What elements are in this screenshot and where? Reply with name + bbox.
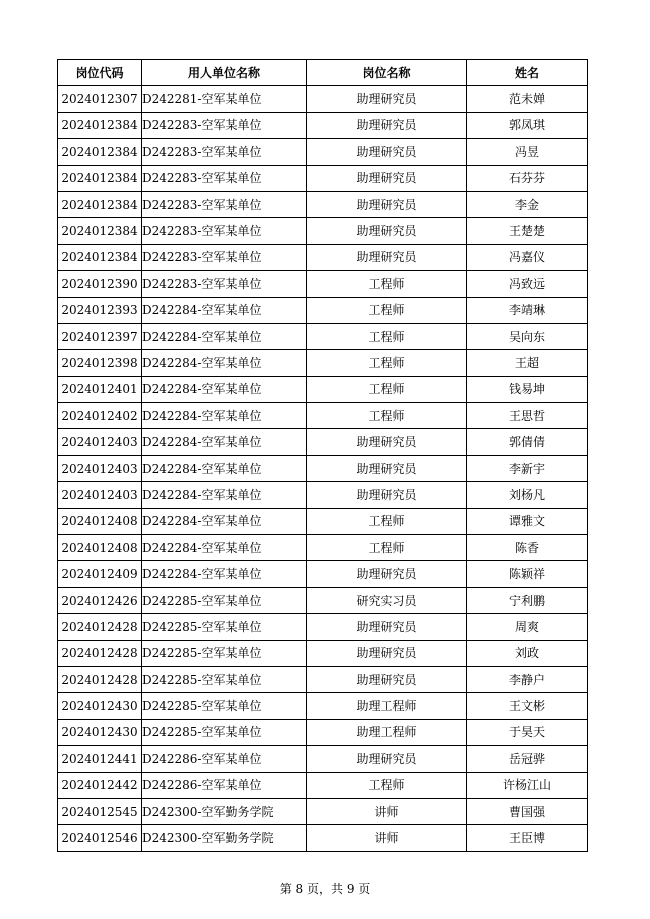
cell-employer-name: D242285-空军某单位 (142, 587, 307, 613)
cell-post-name: 工程师 (307, 271, 467, 297)
table-row (58, 112, 588, 138)
cell-employer-name: D242286-空军某单位 (142, 772, 307, 798)
cell-employer-name: D242284-空军某单位 (142, 403, 307, 429)
cell-post-name: 助理研究员 (307, 165, 467, 191)
table-row (58, 508, 588, 534)
table-row (58, 561, 588, 587)
cell-post-name: 工程师 (307, 323, 467, 349)
table-row (58, 244, 588, 270)
cell-person-name: 岳冠骅 (467, 746, 588, 772)
cell-post-code: 2024012384 (58, 112, 142, 138)
cell-post-name: 工程师 (307, 297, 467, 323)
table-row (58, 350, 588, 376)
cell-post-code: 2024012430 (58, 719, 142, 745)
table-row (58, 746, 588, 772)
cell-post-name: 工程师 (307, 508, 467, 534)
table-row (58, 640, 588, 666)
cell-post-code: 2024012384 (58, 244, 142, 270)
cell-post-code: 2024012546 (58, 825, 142, 851)
table-row (58, 271, 588, 297)
cell-post-name: 助理研究员 (307, 218, 467, 244)
cell-post-code: 2024012426 (58, 587, 142, 613)
cell-person-name: 王文彬 (467, 693, 588, 719)
cell-employer-name: D242285-空军某单位 (142, 693, 307, 719)
cell-person-name: 吴向东 (467, 323, 588, 349)
cell-post-name: 助理工程师 (307, 719, 467, 745)
cell-person-name: 李靖琳 (467, 297, 588, 323)
cell-person-name: 郭倩倩 (467, 429, 588, 455)
cell-person-name: 李新宇 (467, 455, 588, 481)
cell-person-name: 陈香 (467, 535, 588, 561)
cell-post-name: 助理研究员 (307, 640, 467, 666)
cell-person-name: 于昊天 (467, 719, 588, 745)
cell-employer-name: D242285-空军某单位 (142, 640, 307, 666)
table-row (58, 323, 588, 349)
table-row (58, 719, 588, 745)
cell-person-name: 周爽 (467, 614, 588, 640)
cell-post-code: 2024012428 (58, 666, 142, 692)
header-post-name: 岗位名称 (307, 60, 467, 86)
cell-post-code: 2024012403 (58, 429, 142, 455)
table-row (58, 798, 588, 824)
cell-post-name: 工程师 (307, 376, 467, 402)
cell-person-name: 李金 (467, 191, 588, 217)
table-row (58, 429, 588, 455)
cell-person-name: 范未婵 (467, 86, 588, 112)
cell-employer-name: D242285-空军某单位 (142, 666, 307, 692)
cell-post-code: 2024012390 (58, 271, 142, 297)
table-header (58, 60, 588, 86)
table-row (58, 666, 588, 692)
cell-post-name: 助理研究员 (307, 746, 467, 772)
cell-person-name: 李静户 (467, 666, 588, 692)
cell-employer-name: D242284-空军某单位 (142, 350, 307, 376)
table-row (58, 86, 588, 112)
cell-post-name: 工程师 (307, 403, 467, 429)
cell-employer-name: D242284-空军某单位 (142, 376, 307, 402)
table-row (58, 297, 588, 323)
cell-post-name: 助理研究员 (307, 191, 467, 217)
cell-person-name: 曹国强 (467, 798, 588, 824)
cell-employer-name: D242284-空军某单位 (142, 482, 307, 508)
cell-post-code: 2024012384 (58, 218, 142, 244)
cell-person-name: 陈颖祥 (467, 561, 588, 587)
table-row (58, 455, 588, 481)
cell-post-name: 助理研究员 (307, 244, 467, 270)
cell-person-name: 刘杨凡 (467, 482, 588, 508)
page-number: 第 8 页，共 9 页 (279, 882, 371, 896)
cell-employer-name: D242281-空军某单位 (142, 86, 307, 112)
cell-post-name: 助理研究员 (307, 666, 467, 692)
cell-post-name: 研究实习员 (307, 587, 467, 613)
cell-post-code: 2024012393 (58, 297, 142, 323)
cell-post-code: 2024012403 (58, 455, 142, 481)
table-row (58, 535, 588, 561)
cell-employer-name: D242283-空军某单位 (142, 139, 307, 165)
cell-post-code: 2024012545 (58, 798, 142, 824)
table-row (58, 139, 588, 165)
cell-post-name: 助理研究员 (307, 86, 467, 112)
cell-employer-name: D242285-空军某单位 (142, 614, 307, 640)
cell-person-name: 宁利鹏 (467, 587, 588, 613)
cell-person-name: 谭雅文 (467, 508, 588, 534)
table-row (58, 165, 588, 191)
table-row (58, 825, 588, 851)
cell-post-name: 助理研究员 (307, 112, 467, 138)
cell-employer-name: D242284-空军某单位 (142, 455, 307, 481)
cell-employer-name: D242283-空军某单位 (142, 112, 307, 138)
personnel-table (57, 59, 588, 852)
table-row (58, 403, 588, 429)
cell-post-code: 2024012408 (58, 508, 142, 534)
cell-post-code: 2024012409 (58, 561, 142, 587)
cell-post-name: 助理研究员 (307, 482, 467, 508)
cell-post-code: 2024012398 (58, 350, 142, 376)
cell-post-code: 2024012403 (58, 482, 142, 508)
cell-post-name: 助理工程师 (307, 693, 467, 719)
cell-post-name: 助理研究员 (307, 429, 467, 455)
cell-employer-name: D242300-空军勤务学院 (142, 798, 307, 824)
cell-person-name: 郭凤琪 (467, 112, 588, 138)
cell-post-code: 2024012408 (58, 535, 142, 561)
cell-person-name: 冯嘉仪 (467, 244, 588, 270)
cell-employer-name: D242284-空军某单位 (142, 535, 307, 561)
cell-post-code: 2024012442 (58, 772, 142, 798)
cell-person-name: 王超 (467, 350, 588, 376)
cell-person-name: 王臣博 (467, 825, 588, 851)
cell-post-code: 2024012428 (58, 640, 142, 666)
cell-post-name: 助理研究员 (307, 614, 467, 640)
cell-post-code: 2024012402 (58, 403, 142, 429)
table-row (58, 218, 588, 244)
cell-post-name: 工程师 (307, 350, 467, 376)
cell-post-code: 2024012384 (58, 191, 142, 217)
cell-employer-name: D242284-空军某单位 (142, 297, 307, 323)
cell-post-name: 工程师 (307, 535, 467, 561)
cell-person-name: 刘政 (467, 640, 588, 666)
cell-post-code: 2024012384 (58, 139, 142, 165)
cell-post-name: 工程师 (307, 772, 467, 798)
cell-post-code: 2024012430 (58, 693, 142, 719)
cell-employer-name: D242283-空军某单位 (142, 191, 307, 217)
header-row (58, 60, 588, 86)
cell-post-code: 2024012428 (58, 614, 142, 640)
cell-post-code: 2024012397 (58, 323, 142, 349)
cell-employer-name: D242284-空军某单位 (142, 429, 307, 455)
cell-employer-name: D242283-空军某单位 (142, 165, 307, 191)
table-row (58, 693, 588, 719)
cell-post-name: 讲师 (307, 798, 467, 824)
cell-person-name: 石芬芬 (467, 165, 588, 191)
cell-employer-name: D242284-空军某单位 (142, 561, 307, 587)
cell-employer-name: D242283-空军某单位 (142, 244, 307, 270)
table-row (58, 376, 588, 402)
cell-employer-name: D242284-空军某单位 (142, 323, 307, 349)
cell-post-name: 助理研究员 (307, 455, 467, 481)
table-row (58, 614, 588, 640)
table-row (58, 482, 588, 508)
cell-post-code: 2024012441 (58, 746, 142, 772)
cell-post-name: 助理研究员 (307, 139, 467, 165)
cell-employer-name: D242283-空军某单位 (142, 271, 307, 297)
cell-post-code: 2024012401 (58, 376, 142, 402)
cell-person-name: 王思哲 (467, 403, 588, 429)
header-post-code: 岗位代码 (58, 60, 142, 86)
cell-person-name: 许杨江山 (467, 772, 588, 798)
cell-post-code: 2024012307 (58, 86, 142, 112)
cell-employer-name: D242283-空军某单位 (142, 218, 307, 244)
table-row (58, 772, 588, 798)
cell-person-name: 钱易坤 (467, 376, 588, 402)
table-row (58, 191, 588, 217)
cell-employer-name: D242300-空军勤务学院 (142, 825, 307, 851)
cell-post-name: 助理研究员 (307, 561, 467, 587)
table-body (58, 86, 588, 851)
cell-person-name: 冯致远 (467, 271, 588, 297)
cell-post-name: 讲师 (307, 825, 467, 851)
header-employer-name: 用人单位名称 (142, 60, 307, 86)
cell-person-name: 冯昱 (467, 139, 588, 165)
header-person-name: 姓名 (467, 60, 588, 86)
cell-employer-name: D242285-空军某单位 (142, 719, 307, 745)
table-row (58, 587, 588, 613)
cell-post-code: 2024012384 (58, 165, 142, 191)
cell-employer-name: D242284-空军某单位 (142, 508, 307, 534)
cell-employer-name: D242286-空军某单位 (142, 746, 307, 772)
cell-person-name: 王楚楚 (467, 218, 588, 244)
